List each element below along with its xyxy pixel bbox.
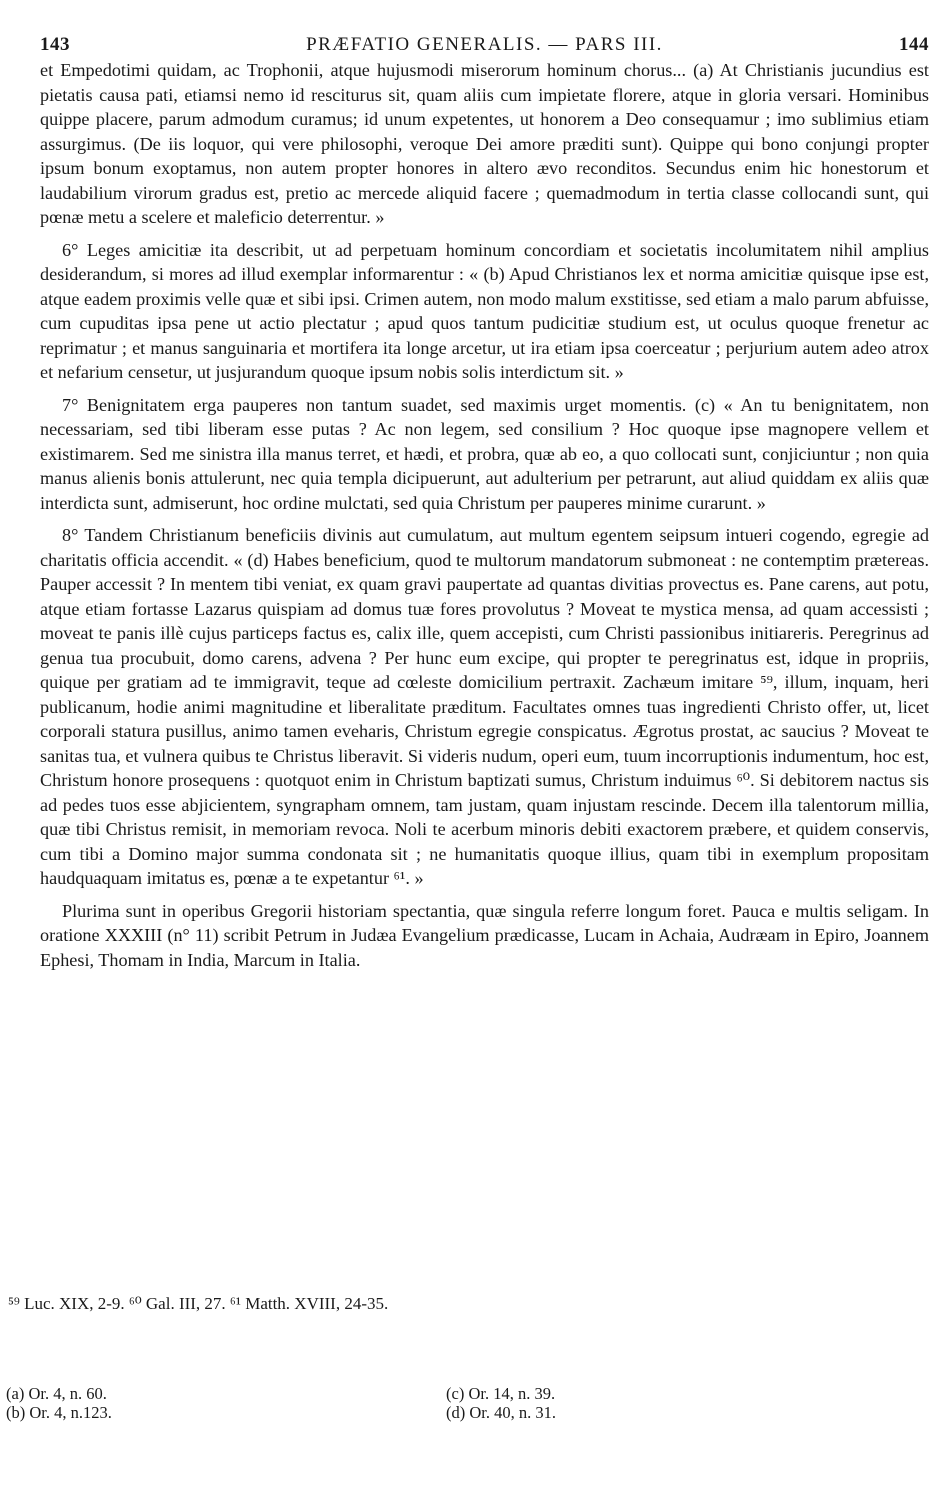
paragraph-7: 7° Benignitatem erga pauperes non tantum suadet, sed maximis urget momentis. (c) « An tu benignitatem, non necessariam, sed tibi liberam esse putas ? Ac non legem, sed consilium ? Hoc quoque ipse magnopere vellem et existimarem. Sed me sinistra illa manus terret, et hædi, et probra, quæ ab eo, a quo collocati sunt, conjiciuntur ; non quia manus alienis bonis attulerunt, nec quia templa dicipuerunt, aut adulterium per petrarunt, aut aliud quiddam ex aliis quæ interdicta sunt, admiserunt, hoc ordine mulctati, sed quia Christum per pauperes minime curarunt. » — [40, 394, 929, 513]
paragraph-continuation: et Empedotimi quidam, ac Trophonii, atque hujusmodi miserorum hominum chorus... (a) At Christianis jucundius est pietatis causa pati, etiamsi nemo id resciturus sit, quam aliis cum impietate florere, atque in gloria versari. Hominibus quippe placere, parum admodum curamus; id unum expetentes, ut honorem a Deo consequamur ; imo sublimius etiam assurgimus. (De iis loquor, qui vere philosophi, veroque Dei amore præditi sunt). Quippe qui bono conjungi propter ipsum bonum exoptamus, non autem propter honores in altero ævo reconditos. Secundus enim hic honestorum et laudabilium virorum gradus est, pretio ac mercede aliquid facere ; quemadmodum in tertia classe collocandi sunt, qui pœnæ metu a scelere et maleficio deterrentur. » — [40, 60, 929, 227]
reference-column-right — [446, 1384, 886, 1422]
reference-d: (d) Or. 40, n. 31. — [446, 1403, 556, 1422]
right-page-number: 144 — [899, 34, 929, 55]
paragraph-8: 8° Tandem Christianum beneficiis divinis aut cumulatum, aut multum egentem seipsum intueri cogendo, egregie ad charitatis officia accendit. « (d) Habes beneficium, quod te multorum mandatorum submoneat : ne contemptim prætereas. Pauper accessit ? In mentem tibi veniat, ex quam gravi paupertate ad quantas divitias provectus es. Pane carens, aut potu, atque etiam fortasse Lazarus quispiam ad domus tuæ fores provolutus ? Moveat te mystica mensa, ad quam accessisti ; moveat te panis illè cujus particeps factus es, calix ille, quem accepisti, cum Christi passionibus initiareris. Peregrinus ad genua tua procubuit, domo carens, advena ? Per hunc eum excipe, qui propter te peregrinatus est, idque in propriis, quique per gratiam ad te immigravit, teque ad cœleste domicilium pertraxit. Zachæum imitare ⁵⁹, illum, inquam, heri publicanum, hodie animi magnitudine et liberalitate præditum. Facultates omnes tuas ingredienti Christo offer, ut, licet corporali statura pusillus, animo tamen eveharis, Christum egregie conspicatus. Ægrotus prostat, ac saucius ? Moveat te sanitas tua, et vulnera quibus te Christus liberavit. Si videris nudum, operi eum, tuum incorruptionis indumentum, hoc est, Christum honore prosequens : quotquot enim in Christum baptizati sumus, Christum induimus ⁶⁰. Si debitorem nactus sis ad pedes tuos esse abjicientem, syngrapham omnem, tam justam, quam injustam rescinde. Decem illa talentorum millia, quæ tibi Christus remisit, in memoriam revoca. Noli te acerbum minoris debiti exactorem præbere, et quidem conservis, cum tibi a Domino major summa condonata sit ; ne humanitatis quoque illius, quam tibi in exemplum propositam haudquaquam imitatus es, pœnæ a te expetantur ⁶¹. » — [40, 525, 929, 888]
paragraph-closing: Plurima sunt in operibus Gregorii historiam spectantia, quæ singula referre longum foret. Pauca e multis seligam. In oratione XXXIII (n° 11) scribit Petrum in Judæa Evangelium prædicasse, Lucam in Achaia, Audræam in Epiro, Joannem Ephesi, Thomam in India, Marcum in Italia. — [40, 900, 929, 970]
left-page-number: 143 — [40, 34, 70, 55]
running-title: PRÆFATIO GENERALIS. — PARS III. — [306, 34, 663, 55]
footnotes: ⁵⁹ Luc. XIX, 2-9. ⁶⁰ Gal. III, 27. ⁶¹ Matth. XVIII, 24-35. — [8, 1294, 389, 1313]
reference-notes — [6, 1384, 886, 1422]
paragraph-6: 6° Leges amicitiæ ita describit, ut ad perpetuam hominum concordiam et societatis incolumitatem nihil amplius desiderandum, si mores ad illud exemplar informarentur : « (b) Apud Christianos lex et norma amicitiæ quisque ipse est, atque eadem proximis velle quæ et sibi ipsi. Crimen autem, non modo malum exstitisse, sed etiam a malo parum abfuisse, cum cupuditas ipsa pene ut actio plectatur ; apud quos tantum pudicitiæ studium est, ut oculus quoque frenetur ac reprimatur ; et manus sanguinaria et mortifera ita longe arcetur, ut ira etiam ipsa coerceatur ; perjurium autem adeo atrox et nefarium censetur, ut jusjurandum quoque ipsum nobis solis interdictum sit. » — [40, 239, 929, 382]
running-head — [40, 34, 929, 56]
page — [40, 34, 929, 972]
reference-c: (c) Or. 14, n. 39. — [446, 1384, 556, 1403]
reference-b: (b) Or. 4, n.123. — [6, 1403, 112, 1422]
reference-a: (a) Or. 4, n. 60. — [6, 1384, 107, 1403]
reference-column-left — [6, 1384, 446, 1422]
